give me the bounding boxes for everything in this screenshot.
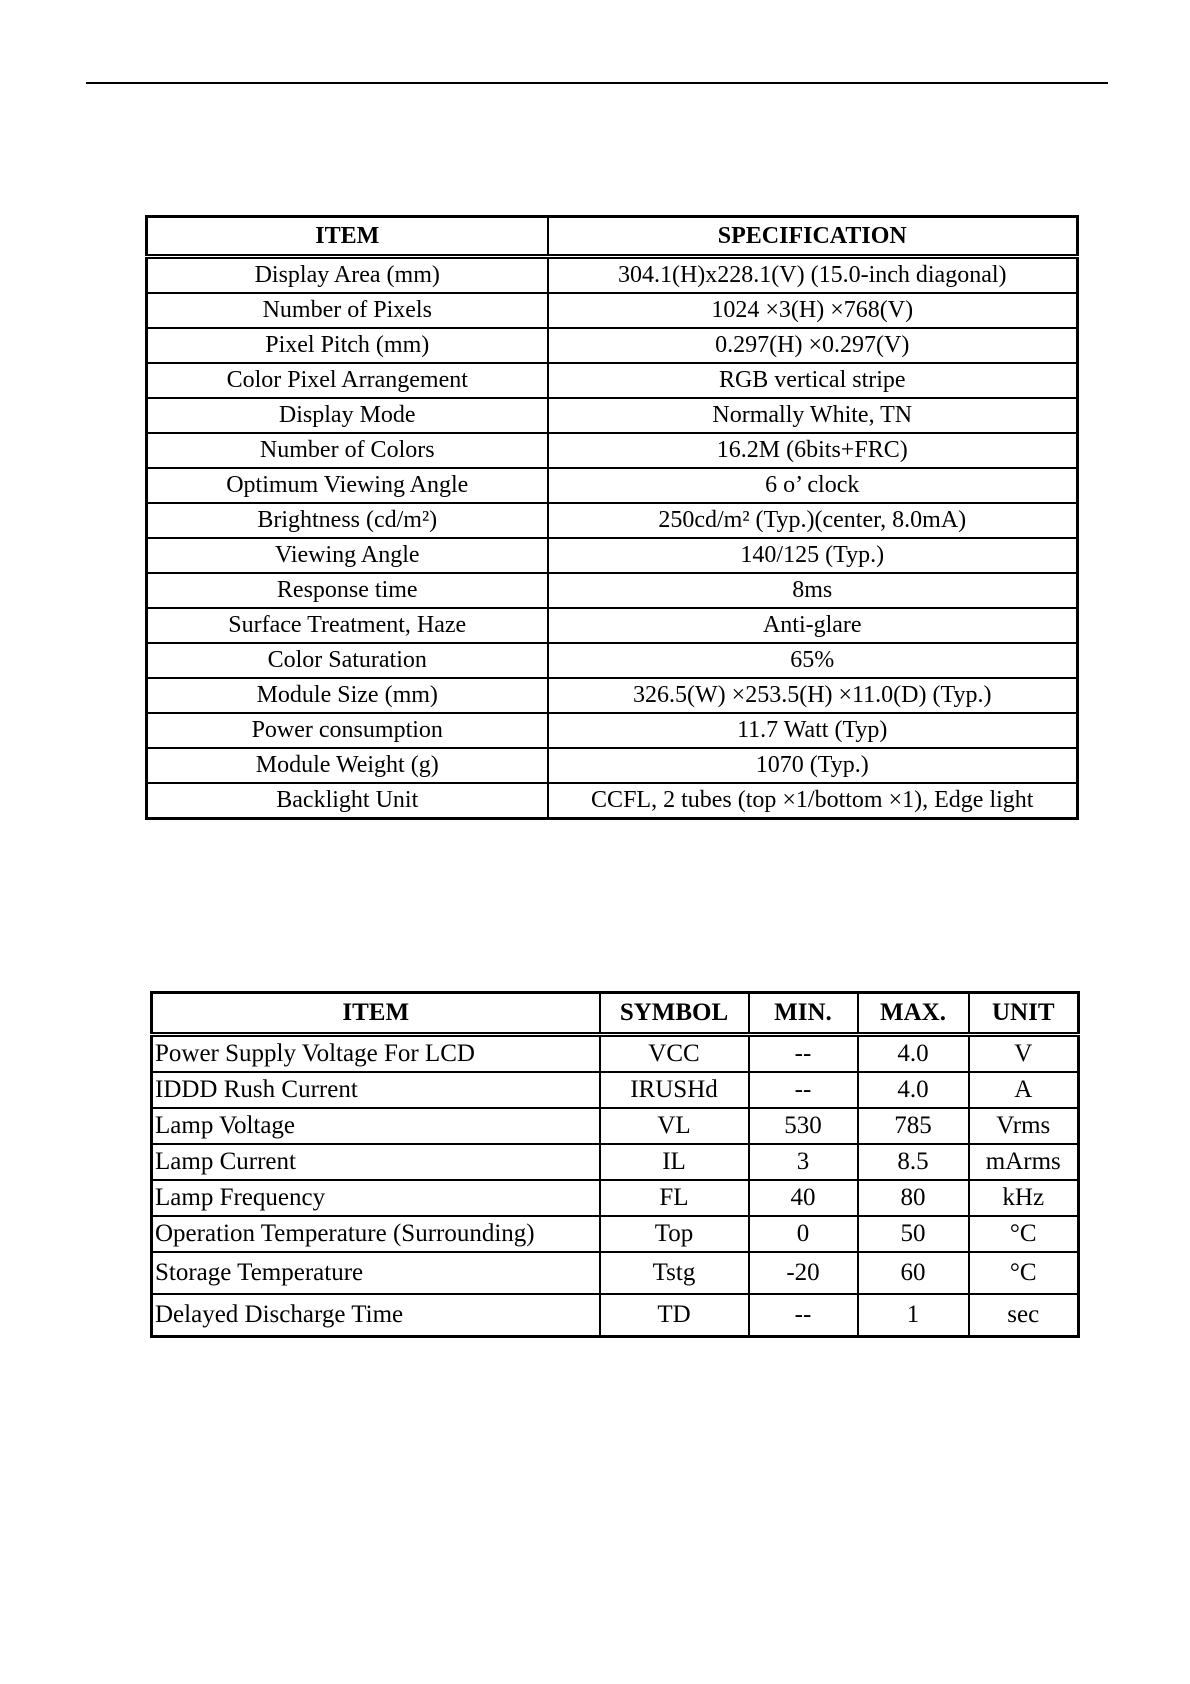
table-row <box>147 573 1078 608</box>
rating-symbol: Top <box>600 1216 749 1252</box>
spec-header-row <box>147 217 1078 257</box>
spec-item: Viewing Angle <box>147 538 548 573</box>
rating-symbol: FL <box>600 1180 749 1216</box>
spec-value: 16.2M (6bits+FRC) <box>548 433 1078 468</box>
spec-item: Module Size (mm) <box>147 678 548 713</box>
spec-header-specification: SPECIFICATION <box>548 217 1078 257</box>
spec-value: Anti-glare <box>548 608 1078 643</box>
table-row <box>152 1252 1079 1294</box>
table-row <box>152 1108 1079 1144</box>
rating-min: -- <box>749 1294 858 1337</box>
table-row <box>152 1180 1079 1216</box>
rating-symbol: VL <box>600 1108 749 1144</box>
table-row <box>147 363 1078 398</box>
spec-value: 65% <box>548 643 1078 678</box>
rating-max: 50 <box>858 1216 969 1252</box>
specification-table <box>145 215 1079 820</box>
ratings-header-unit: UNIT <box>969 993 1079 1035</box>
spec-item: Number of Colors <box>147 433 548 468</box>
spec-item: Brightness (cd/m²) <box>147 503 548 538</box>
rating-unit: °C <box>969 1216 1079 1252</box>
absolute-ratings-table <box>150 991 1080 1338</box>
spec-value: 1024 ×3(H) ×768(V) <box>548 293 1078 328</box>
table-row <box>152 1144 1079 1180</box>
rating-unit: mArms <box>969 1144 1079 1180</box>
ratings-header-min: MIN. <box>749 993 858 1035</box>
rating-min: -- <box>749 1035 858 1073</box>
rating-max: 785 <box>858 1108 969 1144</box>
rating-symbol: IRUSHd <box>600 1072 749 1108</box>
spec-item: Module Weight (g) <box>147 748 548 783</box>
rating-item: IDDD Rush Current <box>152 1072 600 1108</box>
ratings-header-item: ITEM <box>152 993 600 1035</box>
table-row <box>147 678 1078 713</box>
ratings-header-symbol: SYMBOL <box>600 993 749 1035</box>
spec-value: 1070 (Typ.) <box>548 748 1078 783</box>
rating-max: 4.0 <box>858 1072 969 1108</box>
spec-value: 6 o’ clock <box>548 468 1078 503</box>
table-row <box>147 398 1078 433</box>
table-row <box>152 1035 1079 1073</box>
table-row <box>147 293 1078 328</box>
rating-item: Power Supply Voltage For LCD <box>152 1035 600 1073</box>
rating-unit: kHz <box>969 1180 1079 1216</box>
spec-item: Display Area (mm) <box>147 257 548 294</box>
spec-value: Normally White, TN <box>548 398 1078 433</box>
rating-symbol: IL <box>600 1144 749 1180</box>
rating-symbol: Tstg <box>600 1252 749 1294</box>
rating-unit: A <box>969 1072 1079 1108</box>
rating-max: 4.0 <box>858 1035 969 1073</box>
rating-max: 8.5 <box>858 1144 969 1180</box>
header-rule <box>86 82 1108 84</box>
table-row <box>152 1294 1079 1337</box>
rating-unit: °C <box>969 1252 1079 1294</box>
rating-max: 1 <box>858 1294 969 1337</box>
spec-value: 304.1(H)x228.1(V) (15.0-inch diagonal) <box>548 257 1078 294</box>
spec-value: 0.297(H) ×0.297(V) <box>548 328 1078 363</box>
spec-item: Backlight Unit <box>147 783 548 819</box>
spec-item: Response time <box>147 573 548 608</box>
rating-item: Lamp Frequency <box>152 1180 600 1216</box>
spec-value: RGB vertical stripe <box>548 363 1078 398</box>
rating-min: 530 <box>749 1108 858 1144</box>
rating-item: Lamp Current <box>152 1144 600 1180</box>
spec-value: CCFL, 2 tubes (top ×1/bottom ×1), Edge light <box>548 783 1078 819</box>
spec-item: Color Pixel Arrangement <box>147 363 548 398</box>
spec-item: Number of Pixels <box>147 293 548 328</box>
spec-item: Power consumption <box>147 713 548 748</box>
rating-item: Delayed Discharge Time <box>152 1294 600 1337</box>
table-row <box>152 1216 1079 1252</box>
spec-item: Display Mode <box>147 398 548 433</box>
rating-item: Operation Temperature (Surrounding) <box>152 1216 600 1252</box>
ratings-header-row <box>152 993 1079 1035</box>
rating-unit: Vrms <box>969 1108 1079 1144</box>
spec-value: 250cd/m² (Typ.)(center, 8.0mA) <box>548 503 1078 538</box>
rating-unit: sec <box>969 1294 1079 1337</box>
rating-min: 40 <box>749 1180 858 1216</box>
rating-item: Lamp Voltage <box>152 1108 600 1144</box>
table-row <box>147 643 1078 678</box>
rating-min: -20 <box>749 1252 858 1294</box>
rating-min: 3 <box>749 1144 858 1180</box>
spec-item: Pixel Pitch (mm) <box>147 328 548 363</box>
table-row <box>147 328 1078 363</box>
ratings-header-max: MAX. <box>858 993 969 1035</box>
spec-value: 140/125 (Typ.) <box>548 538 1078 573</box>
rating-symbol: TD <box>600 1294 749 1337</box>
table-row <box>147 257 1078 294</box>
table-row <box>147 748 1078 783</box>
rating-item: Storage Temperature <box>152 1252 600 1294</box>
spec-item: Optimum Viewing Angle <box>147 468 548 503</box>
spec-item: Surface Treatment, Haze <box>147 608 548 643</box>
rating-symbol: VCC <box>600 1035 749 1073</box>
table-row <box>147 783 1078 819</box>
spec-value: 11.7 Watt (Typ) <box>548 713 1078 748</box>
spec-value: 326.5(W) ×253.5(H) ×11.0(D) (Typ.) <box>548 678 1078 713</box>
spec-value: 8ms <box>548 573 1078 608</box>
table-row <box>147 713 1078 748</box>
table-row <box>147 538 1078 573</box>
table-row <box>147 503 1078 538</box>
table-row <box>147 433 1078 468</box>
rating-max: 60 <box>858 1252 969 1294</box>
table-row <box>147 608 1078 643</box>
rating-min: 0 <box>749 1216 858 1252</box>
table-row <box>147 468 1078 503</box>
table-row <box>152 1072 1079 1108</box>
spec-item: Color Saturation <box>147 643 548 678</box>
rating-max: 80 <box>858 1180 969 1216</box>
spec-header-item: ITEM <box>147 217 548 257</box>
rating-min: -- <box>749 1072 858 1108</box>
rating-unit: V <box>969 1035 1079 1073</box>
